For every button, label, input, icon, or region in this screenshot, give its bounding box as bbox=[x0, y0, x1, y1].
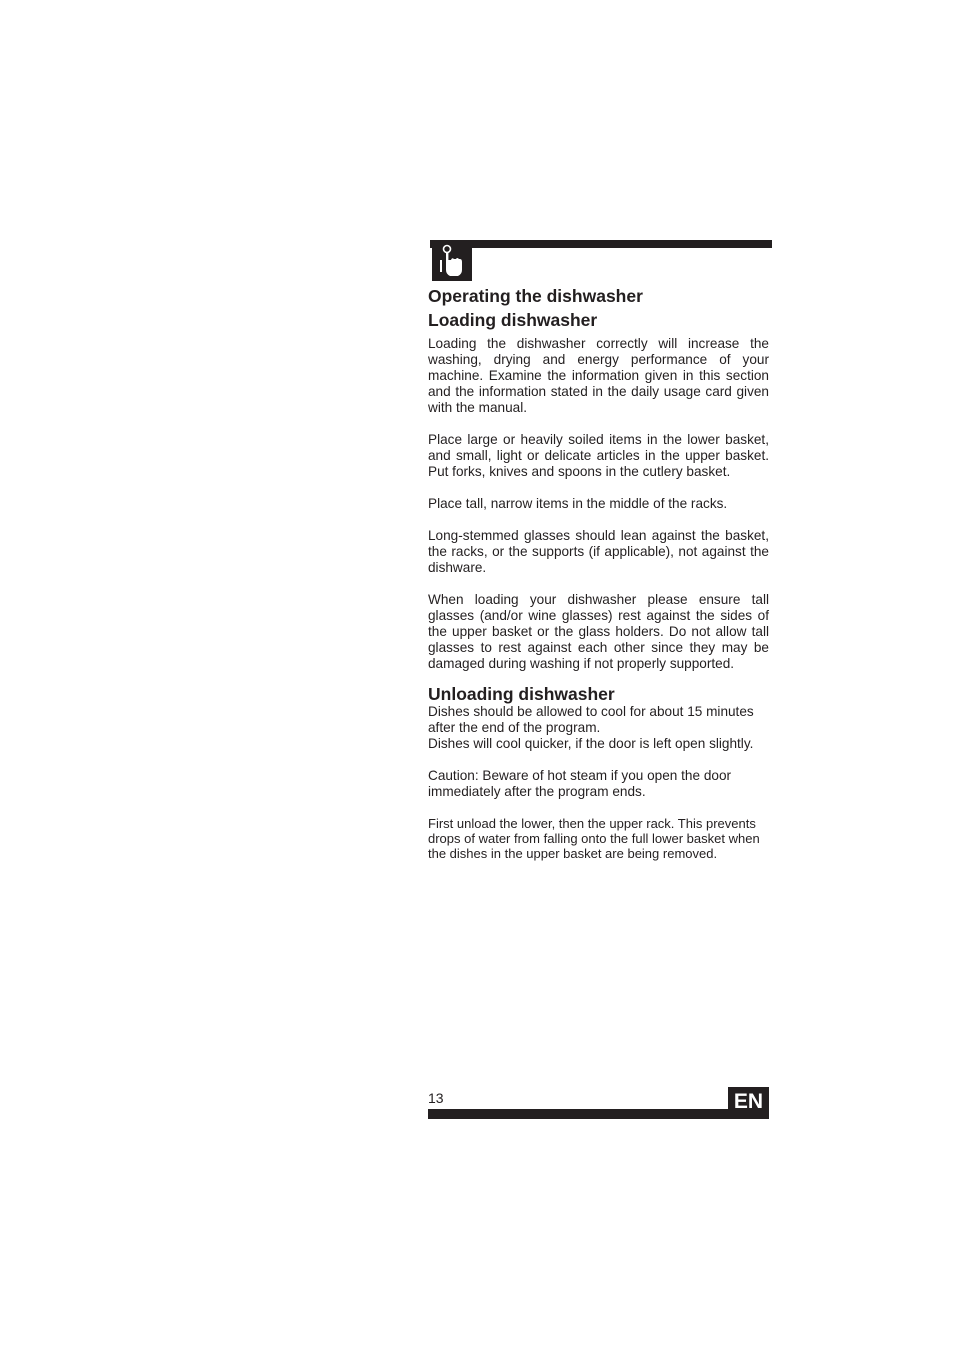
caution-paragraph: Caution: Beware of hot steam if you open the door immediately after the program ends. bbox=[428, 768, 732, 799]
page-title bbox=[428, 284, 769, 332]
pointing-hand-icon bbox=[438, 244, 466, 278]
unloading-title: Unloading dishwasher bbox=[428, 684, 615, 704]
unloading-line-1: Dishes should be allowed to cool for about 15 minutes after the end of the program. bbox=[428, 704, 754, 735]
loading-paragraph-1: Loading the dishwasher correctly will increase the washing, drying and energy performance of your machine. Examine the information given in this section and the information stated in the daily usage card given with the manual. bbox=[428, 336, 769, 415]
title-line-1: Operating the dishwasher bbox=[428, 286, 643, 306]
header-rule bbox=[430, 240, 772, 248]
header-icon-box bbox=[432, 240, 472, 281]
page-content bbox=[428, 284, 769, 877]
loading-paragraph-4: Long-stemmed glasses should lean against the basket, the racks, or the supports (if applicable), not against the dishware. bbox=[428, 528, 769, 575]
loading-paragraph-5: When loading your dishwasher please ensure tall glasses (and/or wine glasses) rest against the sides of the upper basket or the glass holders. Do not allow tall glasses to rest against each other since they may be damaged during washing if not properly supported. bbox=[428, 592, 769, 671]
unloading-line-2: Dishes will cool quicker, if the door is left open slightly. bbox=[428, 736, 754, 751]
language-badge: EN bbox=[728, 1087, 769, 1119]
unload-order-note: First unload the lower, then the upper rack. This prevents drops of water from falling onto the full lower basket when the dishes in the upper basket are being removed. bbox=[428, 816, 760, 861]
loading-paragraph-2: Place large or heavily soiled items in the lower basket, and small, light or delicate articles in the upper basket. Put forks, knives and spoons in the cutlery basket. bbox=[428, 432, 769, 479]
footer-rule bbox=[428, 1109, 769, 1119]
loading-paragraph-3: Place tall, narrow items in the middle of the racks. bbox=[428, 496, 728, 511]
page-number: 13 bbox=[428, 1090, 444, 1106]
title-line-2: Loading dishwasher bbox=[428, 310, 598, 330]
unloading-section bbox=[428, 684, 769, 861]
